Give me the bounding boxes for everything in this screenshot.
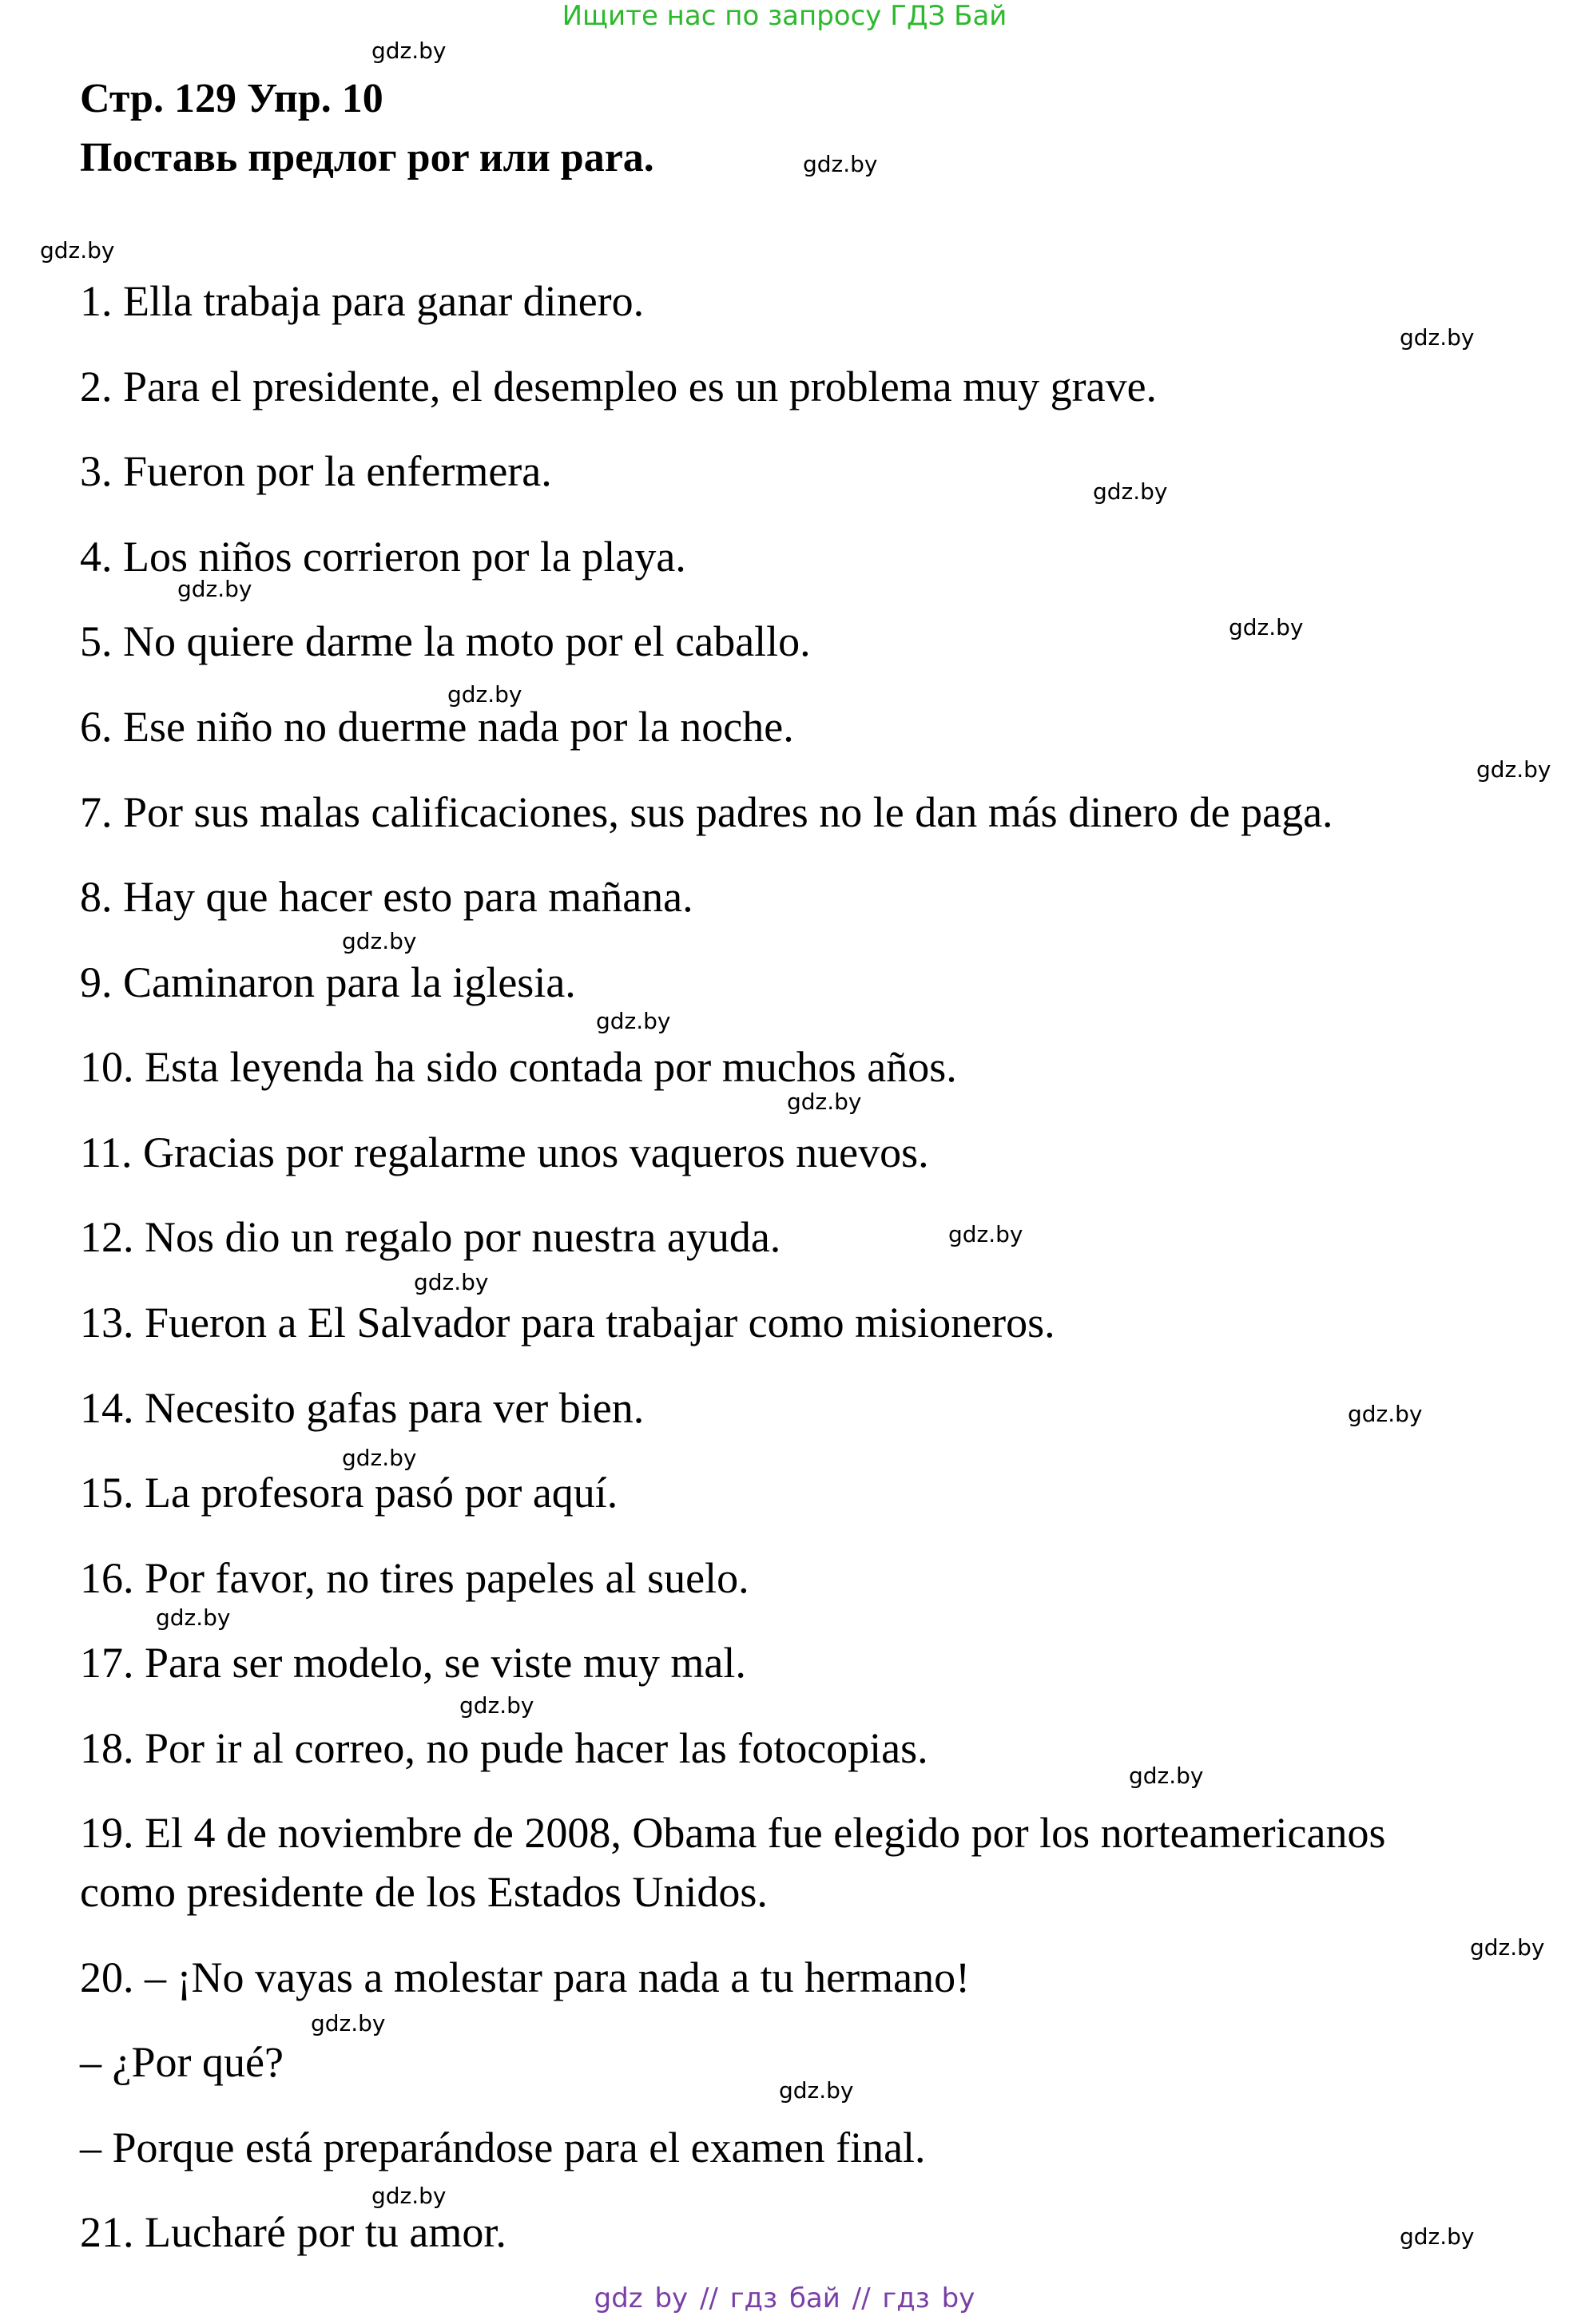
sentence-19-continued: como presidente de los Estados Unidos. [80, 1868, 768, 1916]
watermark: gdz.by [1400, 2223, 1475, 2250]
sentence-3: 3. Fueron por la enfermera. [80, 447, 552, 495]
sentence-15: 15. La profesora pasó por aquí. [80, 1469, 618, 1517]
watermark: gdz.by [1476, 756, 1551, 783]
watermark: gdz.by [311, 2010, 386, 2036]
sentence-6: 6. Ese niño no duerme nada por la noche. [80, 703, 794, 751]
watermark: gdz.by [1400, 324, 1475, 351]
sentence-12: 12. Nos dio un regalo por nuestra ayuda. [80, 1213, 781, 1261]
watermark: gdz.by [1470, 1934, 1545, 1961]
watermark: gdz.by [414, 1269, 489, 1295]
watermark: gdz.by [371, 2183, 447, 2209]
watermark: gdz.by [177, 576, 252, 602]
top-banner: Ищите нас по запросу ГДЗ Бай [562, 0, 1007, 32]
watermark: gdz.by [948, 1221, 1023, 1247]
watermark: gdz.by [596, 1008, 671, 1034]
watermark: gdz.by [779, 2077, 854, 2104]
watermark: gdz.by [1229, 614, 1304, 640]
sentence-4: 4. Los niños corrieron por la playa. [80, 533, 686, 581]
sentence-5: 5. No quiere darme la moto por el caballo. [80, 617, 811, 665]
task-instruction: Поставь предлог por или para. [80, 135, 654, 180]
sentence-10: 10. Esta leyenda ha sido contada por muchos años. [80, 1043, 957, 1091]
watermark: gdz.by [371, 38, 447, 64]
watermark: gdz.by [342, 1445, 417, 1471]
page-title: Стр. 129 Упр. 10 [80, 76, 383, 121]
watermark: gdz.by [1348, 1401, 1423, 1427]
sentence-21: 21. Lucharé por tu amor. [80, 2208, 506, 2256]
sentence-16: 16. Por favor, no tires papeles al suelo. [80, 1554, 749, 1602]
sentence-13: 13. Fueron a El Salvador para trabajar como misioneros. [80, 1299, 1055, 1346]
sentence-7: 7. Por sus malas calificaciones, sus padres no le dan más dinero de paga. [80, 788, 1333, 836]
sentence-19: 19. El 4 de noviembre de 2008, Obama fue elegido por los norteamericanos [80, 1809, 1386, 1857]
sentence-20: 20. – ¡No vayas a molestar para nada a tu hermano! [80, 1953, 971, 2001]
bottom-banner: gdz by // гдз бай // гдз by [594, 2282, 975, 2314]
watermark: gdz.by [447, 681, 522, 708]
dialogue-reply-1: – ¿Por qué? [80, 2038, 284, 2086]
sentence-17: 17. Para ser modelo, se viste muy mal. [80, 1639, 746, 1687]
sentence-8: 8. Hay que hacer esto para mañana. [80, 873, 693, 921]
sentence-2: 2. Para el presidente, el desempleo es un problema muy grave. [80, 363, 1158, 410]
watermark: gdz.by [1129, 1763, 1204, 1789]
watermark: gdz.by [156, 1604, 231, 1631]
watermark: gdz.by [40, 237, 115, 264]
sentence-11: 11. Gracias por regalarme unos vaqueros nuevos. [80, 1128, 929, 1176]
watermark: gdz.by [342, 928, 417, 954]
dialogue-reply-2: – Porque está preparándose para el examen final. [80, 2124, 926, 2171]
watermark: gdz.by [1093, 478, 1168, 505]
sentence-14: 14. Necesito gafas para ver bien. [80, 1384, 645, 1432]
watermark: gdz.by [459, 1692, 534, 1719]
sentence-1: 1. Ella trabaja para ganar dinero. [80, 277, 645, 325]
sentence-9: 9. Caminaron para la iglesia. [80, 958, 576, 1006]
sentence-18: 18. Por ir al correo, no pude hacer las fotocopias. [80, 1724, 928, 1772]
watermark: gdz.by [803, 151, 878, 177]
watermark: gdz.by [787, 1089, 862, 1115]
